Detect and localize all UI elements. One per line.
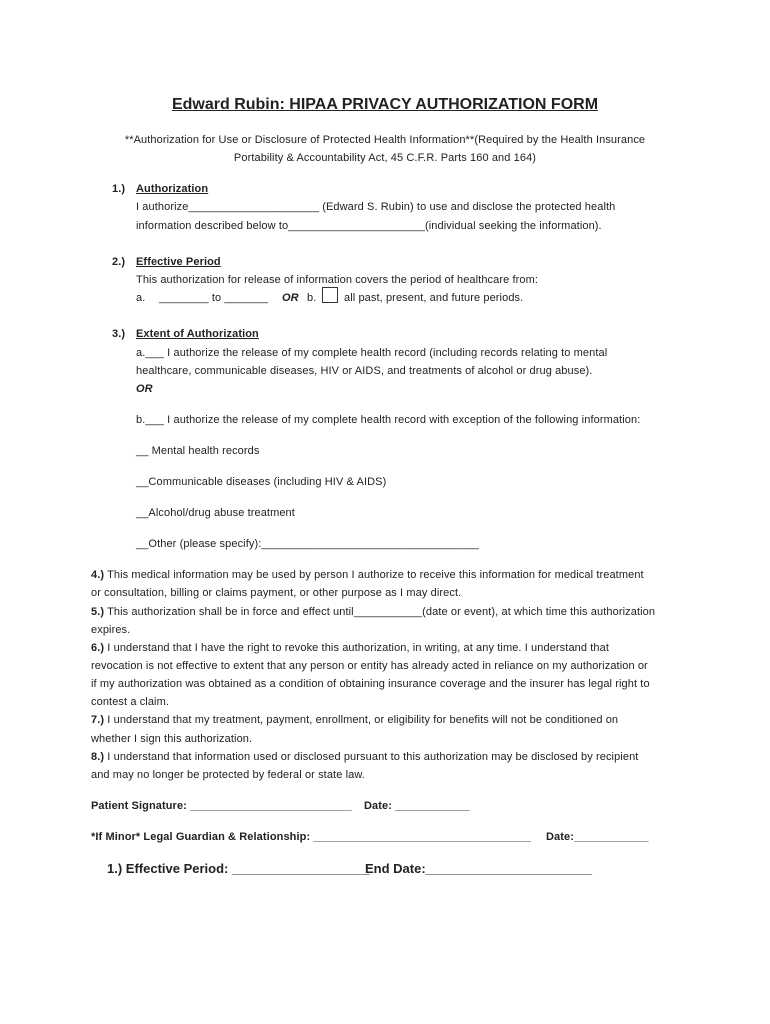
section-1-heading: Authorization [136, 183, 209, 195]
section-6-number: 6.) [91, 642, 105, 654]
section-6-line-2: revocation is not effective to extent that any person or entity has already acted in reliance on my authorization or [91, 660, 648, 672]
section-4-line-2: or consultation, billing or claims payment, or other purpose as I may direct. [91, 587, 462, 599]
section-7-line-1 [91, 713, 618, 727]
section-3-a-line-2: healthcare, communicable diseases, HIV or AIDS, and treatments of alcohol or drug abuse). [136, 365, 593, 377]
page-title: Edward Rubin: HIPAA PRIVACY AUTHORIZATION FORM [171, 96, 599, 113]
footer-effective-period[interactable]: 1.) Effective Period: ___________________ [107, 861, 370, 876]
section-6-line-4: contest a claim. [91, 696, 170, 708]
section-7-text: I understand that my treatment, payment, enrollment, or eligibility for benefits will not be conditioned on [104, 714, 619, 726]
section-2-option-a-label: a. [136, 292, 146, 304]
patient-signature-field[interactable]: Patient Signature: __________________________ [91, 800, 352, 812]
section-8-number: 8.) [91, 751, 105, 763]
section-1-number: 1.) [112, 183, 126, 195]
section-8-line-2: and may no longer be protected by federal or state law. [91, 769, 365, 781]
section-4-number: 4.) [91, 569, 105, 581]
option-alcohol-drug[interactable]: __Alcohol/drug abuse treatment [136, 507, 295, 519]
section-2-number: 2.) [112, 256, 126, 268]
option-other[interactable]: __Other (please specify):___________________________________ [136, 538, 480, 550]
section-3-a-line-1: a.___ I authorize the release of my complete health record (including records relating to mental [136, 347, 608, 359]
section-2-line-1: This authorization for release of information covers the period of healthcare from: [136, 274, 539, 286]
section-5-text: This authorization shall be in force and effect until___________(date or event), at which time this authorization [104, 606, 656, 618]
guardian-date-field[interactable]: Date:____________ [546, 831, 649, 843]
subtitle-line-2: Portability & Accountability Act, 45 C.F.R. Parts 160 and 164) [233, 152, 537, 164]
section-1-line-2: information described below to______________________(individual seeking the information). [136, 220, 602, 232]
section-3-number: 3.) [112, 328, 126, 340]
footer-end-date[interactable]: End Date:_______________________ [365, 861, 592, 876]
section-2-or: OR [282, 292, 299, 304]
section-6-text: I understand that I have the right to revoke this authorization, in writing, at any time. I understand that [104, 642, 609, 654]
section-3-heading: Extent of Authorization [136, 328, 259, 340]
section-4-text: This medical information may be used by person I authorize to receive this information for medical treatment [104, 569, 644, 581]
section-4-line-1 [91, 568, 644, 582]
section-1-line-1: I authorize_____________________ (Edward S. Rubin) to use and disclose the protected health [136, 201, 616, 213]
section-2-date-range[interactable]: ________ to _______ [159, 292, 268, 304]
section-5-line-2: expires. [91, 624, 131, 636]
section-3-or: OR [136, 383, 153, 395]
section-2-option-b-label: b. [307, 292, 317, 304]
section-8-text: I understand that information used or disclosed pursuant to this authorization may be disclosed by recipient [104, 751, 639, 763]
section-5-number: 5.) [91, 606, 105, 618]
section-8-line-1 [91, 750, 638, 764]
guardian-field[interactable]: *If Minor* Legal Guardian & Relationship: ___________________________________ [91, 831, 532, 843]
section-7-line-2: whether I sign this authorization. [91, 733, 253, 745]
section-2-heading: Effective Period [136, 256, 221, 268]
section-5-line-1 [91, 605, 655, 619]
option-mental-health[interactable]: __ Mental health records [136, 445, 260, 457]
patient-date-field[interactable]: Date: ____________ [364, 800, 470, 812]
section-6-line-3: if my authorization was obtained as a condition of obtaining insurance coverage and the insurer has legal right to [91, 678, 650, 690]
option-communicable-diseases[interactable]: __Communicable diseases (including HIV & AIDS) [136, 476, 387, 488]
subtitle-line-1: **Authorization for Use or Disclosure of Protected Health Information**(Required by the Health Insurance [124, 134, 646, 146]
section-3-b-line: b.___ I authorize the release of my complete health record with exception of the following information: [136, 414, 641, 426]
all-periods-checkbox[interactable] [322, 287, 338, 303]
section-6-line-1 [91, 641, 609, 655]
section-7-number: 7.) [91, 714, 105, 726]
section-2-all-periods: all past, present, and future periods. [344, 292, 524, 304]
